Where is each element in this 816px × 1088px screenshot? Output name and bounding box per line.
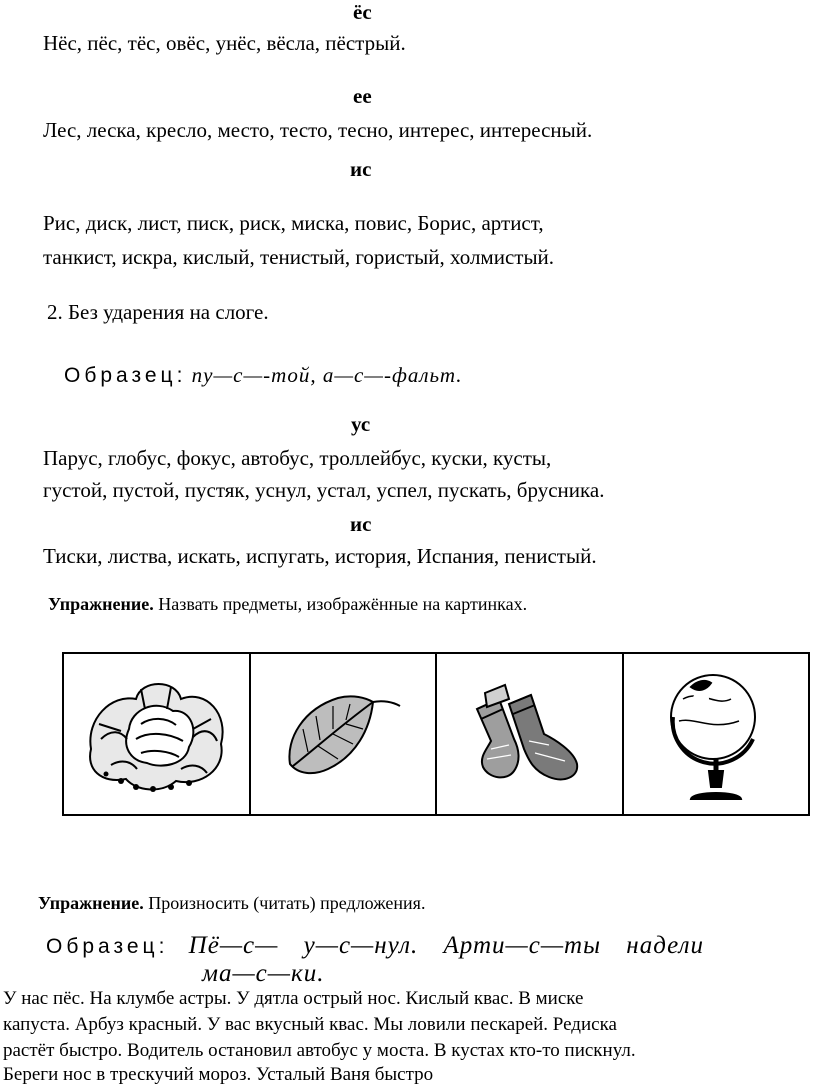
- heading-yos: ёс: [353, 0, 372, 24]
- globe-icon: [661, 659, 771, 809]
- exercise-2-text: Произносить (читать) предложения.: [143, 893, 426, 913]
- heading-ee: ее: [353, 84, 372, 108]
- exercise-1-text: Назвать предметы, изображённые на картинках.: [153, 594, 528, 614]
- exercise-1-label: Упражнение.: [48, 594, 154, 614]
- picture-cell-socks: [437, 654, 624, 814]
- sample-1-text: пу—с—-той, а—с—-фальт.: [191, 363, 463, 387]
- sample-2-text-1: Пё—с— у—с—нул. Арти—с—ты надели: [188, 932, 705, 959]
- reading-line-2: капуста. Арбуз красный. У вас вкусный квас. Мы ловили пескарей. Редиска: [3, 1014, 617, 1035]
- text-is-line-2: танкист, искра, кислый, тенистый, гористый, холмистый.: [43, 245, 555, 269]
- exercise-1: [48, 594, 527, 615]
- picture-cell-cabbage: [64, 654, 251, 814]
- picture-cell-leaf: [251, 654, 438, 814]
- text-yos-line: Нёс, пёс, тёс, овёс, унёс, вёсла, пёстрый.: [43, 31, 406, 55]
- text-us-line-1: Парус, глобус, фокус, автобус, троллейбус, куски, кусты,: [43, 446, 552, 470]
- text-is-line-1: Рис, диск, лист, писк, риск, миска, повис, Борис, артист,: [43, 211, 544, 235]
- text-ee-line: Лес, леска, кресло, место, тесто, тесно, интерес, интересный.: [43, 118, 593, 142]
- picture-cell-globe: [624, 654, 809, 814]
- cabbage-icon: [81, 669, 231, 799]
- reading-line-4: Береги нос в трескучий мороз. Усталый Ваня быстро: [3, 1064, 434, 1085]
- reading-line-3: растёт быстро. Водитель остановил автобус у моста. В кустах кто-то пискнул.: [3, 1040, 636, 1061]
- text-us-line-2: густой, пустой, пустяк, уснул, устал, успел, пускать, брусника.: [43, 478, 605, 502]
- sample-1: [64, 363, 463, 388]
- sample-2-line-2: ма—с—ки.: [202, 960, 325, 987]
- heading-us: ус: [351, 412, 371, 436]
- leaf-icon: [278, 684, 408, 784]
- pictures-grid: [62, 652, 810, 816]
- heading-is-2: ис: [350, 512, 372, 536]
- sample-1-label: Образец:: [64, 364, 187, 387]
- reading-line-1: У нас пёс. На клумбе астры. У дятла острый нос. Кислый квас. В миске: [3, 988, 584, 1009]
- socks-icon: [469, 679, 589, 789]
- sample-2-label: Образец:: [46, 935, 169, 958]
- sample-2-line-1: [46, 932, 704, 960]
- exercise-2-label: Упражнение.: [38, 893, 144, 913]
- heading-is-1: ис: [350, 157, 372, 181]
- text-is2-line: Тиски, листва, искать, испугать, история, Испания, пенистый.: [43, 544, 597, 568]
- section-2-title: 2. Без ударения на слоге.: [47, 300, 269, 324]
- exercise-2: [38, 893, 425, 914]
